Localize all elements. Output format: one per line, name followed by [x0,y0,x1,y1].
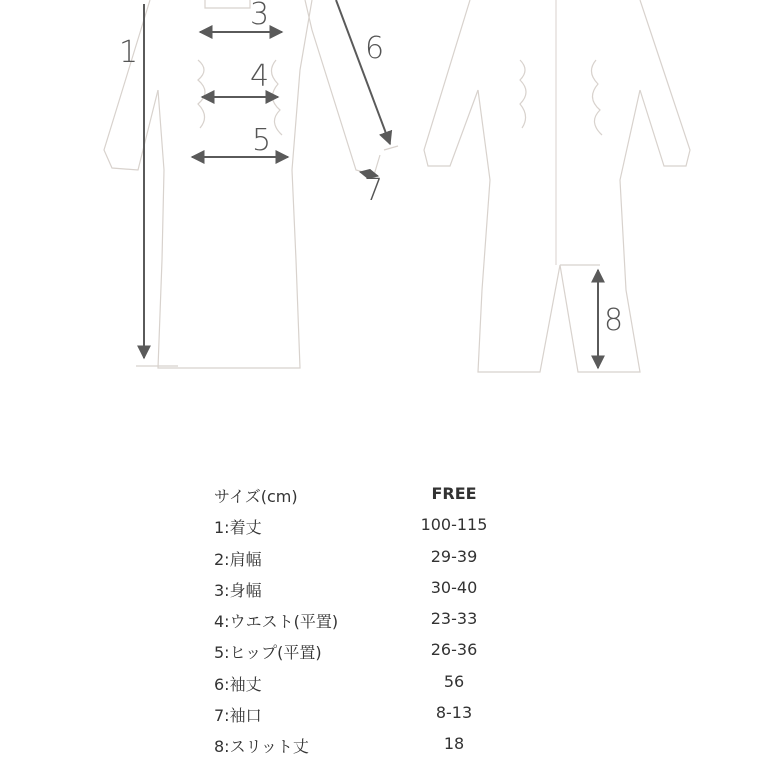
size-row [214,574,544,605]
size-row [214,511,544,542]
label-8: 8 [604,303,624,338]
label-3: 3 [250,0,270,32]
size-row-label: 7:袖口 [214,706,262,726]
size-row [214,668,544,699]
size-table [214,480,544,762]
label-4: 4 [250,59,270,94]
size-row [214,730,544,761]
size-table-header [214,480,544,511]
size-row-label: 4:ウエスト(平置) [214,612,339,632]
back-dress-outline [424,0,690,372]
size-row-label: 2:肩幅 [214,549,262,569]
label-6: 6 [365,31,385,66]
label-1: 1 [119,35,139,70]
arrow-6-sleeve [336,0,390,144]
size-row-value: 100-115 [420,515,488,535]
size-row-value: 29-39 [430,546,478,566]
size-row-value: 56 [443,671,465,691]
size-header-value: FREE [431,484,477,503]
label-5: 5 [252,123,272,158]
size-row [214,543,544,574]
size-row-value: 8-13 [435,703,473,723]
size-row-value: 30-40 [430,577,478,597]
size-row-label: 5:ヒップ(平置) [214,643,322,663]
size-row-label: 8:スリット丈 [214,737,309,757]
size-row [214,699,544,730]
front-dress-outline [104,0,380,368]
size-header-label: サイズ(cm) [214,487,298,506]
size-row-label: 1:着丈 [214,518,262,538]
size-row [214,605,544,636]
size-row-label: 6:袖丈 [214,674,262,694]
size-row-value: 23-33 [430,609,478,629]
size-row-label: 3:身幅 [214,580,262,600]
size-row [214,636,544,667]
size-row-value: 26-36 [430,640,478,660]
size-row-value: 18 [443,734,465,754]
label-7: 7 [364,173,384,208]
